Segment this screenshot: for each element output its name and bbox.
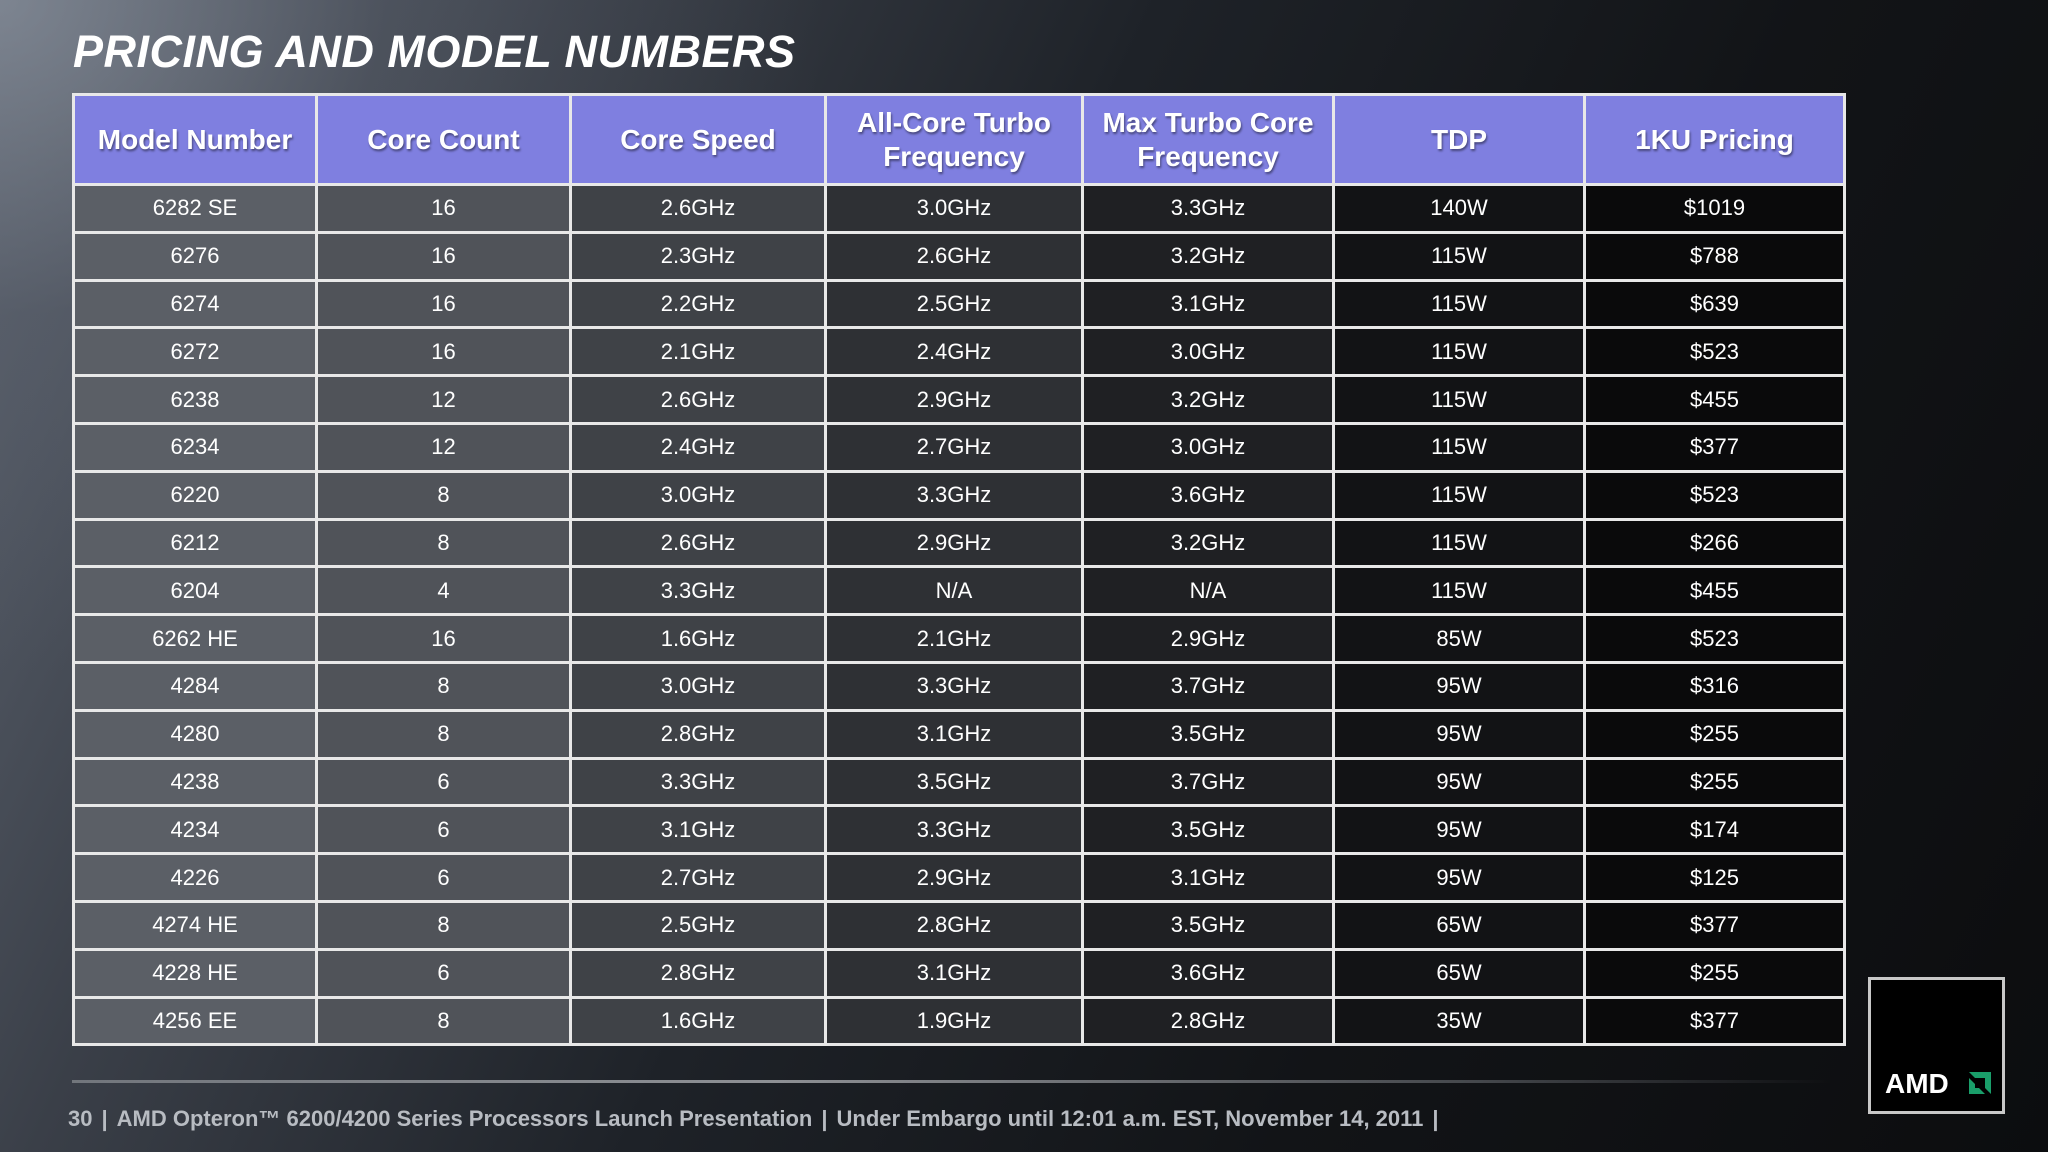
table-cell: 2.8GHz [571, 949, 826, 997]
table-cell: 16 [317, 232, 571, 280]
footer-separator: | [1432, 1106, 1439, 1131]
table-cell: 3.1GHz [826, 949, 1083, 997]
table-cell: 2.4GHz [571, 423, 826, 471]
column-header: 1KU Pricing [1585, 95, 1845, 185]
table-cell: 3.5GHz [1083, 806, 1334, 854]
column-header: Max Turbo Core Frequency [1083, 95, 1334, 185]
table-cell: 3.5GHz [1083, 901, 1334, 949]
table-cell: 3.3GHz [826, 662, 1083, 710]
table-cell: $455 [1585, 567, 1845, 615]
table-cell: $255 [1585, 949, 1845, 997]
table-cell: 3.2GHz [1083, 519, 1334, 567]
table-cell: 4284 [74, 662, 317, 710]
footer [68, 1106, 1448, 1132]
table-cell: 3.1GHz [1083, 854, 1334, 902]
pricing-table [72, 93, 1846, 1046]
table-cell: 3.3GHz [571, 758, 826, 806]
table-cell: 6 [317, 806, 571, 854]
table-row [74, 471, 1845, 519]
table-cell: 6234 [74, 423, 317, 471]
table-cell: 85W [1334, 615, 1585, 663]
column-header: Model Number [74, 95, 317, 185]
table-cell: 2.4GHz [826, 328, 1083, 376]
table-cell: 6282 SE [74, 185, 317, 233]
table-cell: $377 [1585, 901, 1845, 949]
table-cell: 3.1GHz [1083, 280, 1334, 328]
table-cell: $639 [1585, 280, 1845, 328]
table-cell: 3.2GHz [1083, 232, 1334, 280]
table-cell: 12 [317, 423, 571, 471]
table-cell: 6238 [74, 376, 317, 424]
table-cell: 4228 HE [74, 949, 317, 997]
table-cell: 2.5GHz [571, 901, 826, 949]
table-cell: 6 [317, 949, 571, 997]
table-cell: 1.6GHz [571, 615, 826, 663]
table-cell: 2.9GHz [826, 519, 1083, 567]
table-cell: 3.3GHz [826, 806, 1083, 854]
table-cell: 2.2GHz [571, 280, 826, 328]
table-cell: 2.1GHz [826, 615, 1083, 663]
table-cell: 6 [317, 758, 571, 806]
table-cell: 16 [317, 185, 571, 233]
table-cell: 4274 HE [74, 901, 317, 949]
table-cell: 65W [1334, 949, 1585, 997]
table-row [74, 997, 1845, 1045]
table-cell: 115W [1334, 519, 1585, 567]
table-row [74, 854, 1845, 902]
table-cell: 3.7GHz [1083, 662, 1334, 710]
table-cell: 115W [1334, 280, 1585, 328]
table-cell: 115W [1334, 232, 1585, 280]
table-row [74, 185, 1845, 233]
table-cell: 4226 [74, 854, 317, 902]
logo-text: AMD [1885, 1068, 1949, 1099]
table-cell: 2.6GHz [571, 185, 826, 233]
table-cell: 3.7GHz [1083, 758, 1334, 806]
table-cell: 6 [317, 854, 571, 902]
table-cell: $377 [1585, 423, 1845, 471]
table-row [74, 423, 1845, 471]
table-cell: 4238 [74, 758, 317, 806]
table-cell: $125 [1585, 854, 1845, 902]
presentation-title: AMD Opteron™ 6200/4200 Series Processors Launch Presentation [116, 1106, 813, 1131]
table-cell: 6262 HE [74, 615, 317, 663]
table-row [74, 280, 1845, 328]
table-cell: 2.8GHz [571, 710, 826, 758]
table-cell: $523 [1585, 471, 1845, 519]
table-cell: 115W [1334, 423, 1585, 471]
table-cell: $255 [1585, 758, 1845, 806]
table-cell: N/A [1083, 567, 1334, 615]
table-cell: 3.1GHz [826, 710, 1083, 758]
table-cell: $788 [1585, 232, 1845, 280]
table-row [74, 710, 1845, 758]
table-row [74, 758, 1845, 806]
table-cell: 2.3GHz [571, 232, 826, 280]
table-cell: 3.3GHz [826, 471, 1083, 519]
table-cell: 140W [1334, 185, 1585, 233]
table-cell: 8 [317, 710, 571, 758]
column-header: Core Speed [571, 95, 826, 185]
table-cell: 16 [317, 615, 571, 663]
table-cell: 6276 [74, 232, 317, 280]
table-row [74, 376, 1845, 424]
table-cell: 3.1GHz [571, 806, 826, 854]
table-cell: 2.8GHz [826, 901, 1083, 949]
table-cell: 8 [317, 662, 571, 710]
table-cell: 3.6GHz [1083, 949, 1334, 997]
table-cell: 4 [317, 567, 571, 615]
pricing-table-container [72, 93, 1843, 1046]
table-cell: 4256 EE [74, 997, 317, 1045]
table-cell: 8 [317, 997, 571, 1045]
column-header: All-Core Turbo Frequency [826, 95, 1083, 185]
table-cell: 1.9GHz [826, 997, 1083, 1045]
table-cell: $523 [1585, 328, 1845, 376]
table-cell: $523 [1585, 615, 1845, 663]
amd-logo [1868, 977, 2005, 1114]
table-cell: 65W [1334, 901, 1585, 949]
footer-divider [72, 1080, 1832, 1083]
footer-separator: | [101, 1106, 108, 1131]
table-cell: 2.7GHz [571, 854, 826, 902]
table-cell: 3.5GHz [826, 758, 1083, 806]
table-cell: $455 [1585, 376, 1845, 424]
table-cell: 2.9GHz [826, 376, 1083, 424]
table-cell: 95W [1334, 854, 1585, 902]
table-cell: 3.0GHz [826, 185, 1083, 233]
table-cell: 3.5GHz [1083, 710, 1334, 758]
table-cell: 16 [317, 280, 571, 328]
table-cell: 8 [317, 519, 571, 567]
table-cell: 3.3GHz [1083, 185, 1334, 233]
table-cell: $316 [1585, 662, 1845, 710]
table-cell: 6272 [74, 328, 317, 376]
table-cell: 95W [1334, 806, 1585, 854]
table-cell: 3.2GHz [1083, 376, 1334, 424]
table-cell: 4234 [74, 806, 317, 854]
table-row [74, 615, 1845, 663]
table-cell: 3.0GHz [1083, 328, 1334, 376]
table-cell: 2.7GHz [826, 423, 1083, 471]
amd-arrow-icon [1969, 1072, 1991, 1094]
table-cell: $377 [1585, 997, 1845, 1045]
table-cell: 6204 [74, 567, 317, 615]
table-cell: 8 [317, 471, 571, 519]
column-header: TDP [1334, 95, 1585, 185]
table-row [74, 328, 1845, 376]
table-cell: 3.6GHz [1083, 471, 1334, 519]
table-cell: 2.9GHz [1083, 615, 1334, 663]
table-row [74, 662, 1845, 710]
table-cell: 2.8GHz [1083, 997, 1334, 1045]
table-cell: 2.6GHz [571, 376, 826, 424]
table-cell: $255 [1585, 710, 1845, 758]
table-cell: 12 [317, 376, 571, 424]
table-cell: 2.5GHz [826, 280, 1083, 328]
table-cell: N/A [826, 567, 1083, 615]
table-cell: 95W [1334, 758, 1585, 806]
table-cell: 115W [1334, 376, 1585, 424]
table-row [74, 901, 1845, 949]
table-cell: 3.3GHz [571, 567, 826, 615]
table-row [74, 519, 1845, 567]
table-cell: 6220 [74, 471, 317, 519]
table-row [74, 567, 1845, 615]
table-cell: 115W [1334, 471, 1585, 519]
table-cell: $1019 [1585, 185, 1845, 233]
table-cell: 2.9GHz [826, 854, 1083, 902]
table-cell: 95W [1334, 662, 1585, 710]
table-cell: 6274 [74, 280, 317, 328]
table-cell: 6212 [74, 519, 317, 567]
table-header-row [74, 95, 1845, 185]
table-body [74, 185, 1845, 1045]
table-row [74, 949, 1845, 997]
embargo-notice: Under Embargo until 12:01 a.m. EST, November 14, 2011 [836, 1106, 1424, 1131]
table-cell: 2.6GHz [826, 232, 1083, 280]
table-cell: 3.0GHz [1083, 423, 1334, 471]
table-cell: 2.6GHz [571, 519, 826, 567]
table-cell: 115W [1334, 328, 1585, 376]
table-cell: 2.1GHz [571, 328, 826, 376]
table-cell: 4280 [74, 710, 317, 758]
table-row [74, 232, 1845, 280]
table-row [74, 806, 1845, 854]
table-cell: 35W [1334, 997, 1585, 1045]
table-cell: 115W [1334, 567, 1585, 615]
page-title: PRICING AND MODEL NUMBERS [73, 26, 796, 77]
table-cell: $174 [1585, 806, 1845, 854]
table-cell: 3.0GHz [571, 662, 826, 710]
table-cell: 8 [317, 901, 571, 949]
table-cell: 3.0GHz [571, 471, 826, 519]
table-cell: 1.6GHz [571, 997, 826, 1045]
column-header: Core Count [317, 95, 571, 185]
page-number: 30 [68, 1106, 93, 1131]
table-cell: 16 [317, 328, 571, 376]
table-cell: $266 [1585, 519, 1845, 567]
table-cell: 95W [1334, 710, 1585, 758]
footer-separator: | [821, 1106, 828, 1131]
